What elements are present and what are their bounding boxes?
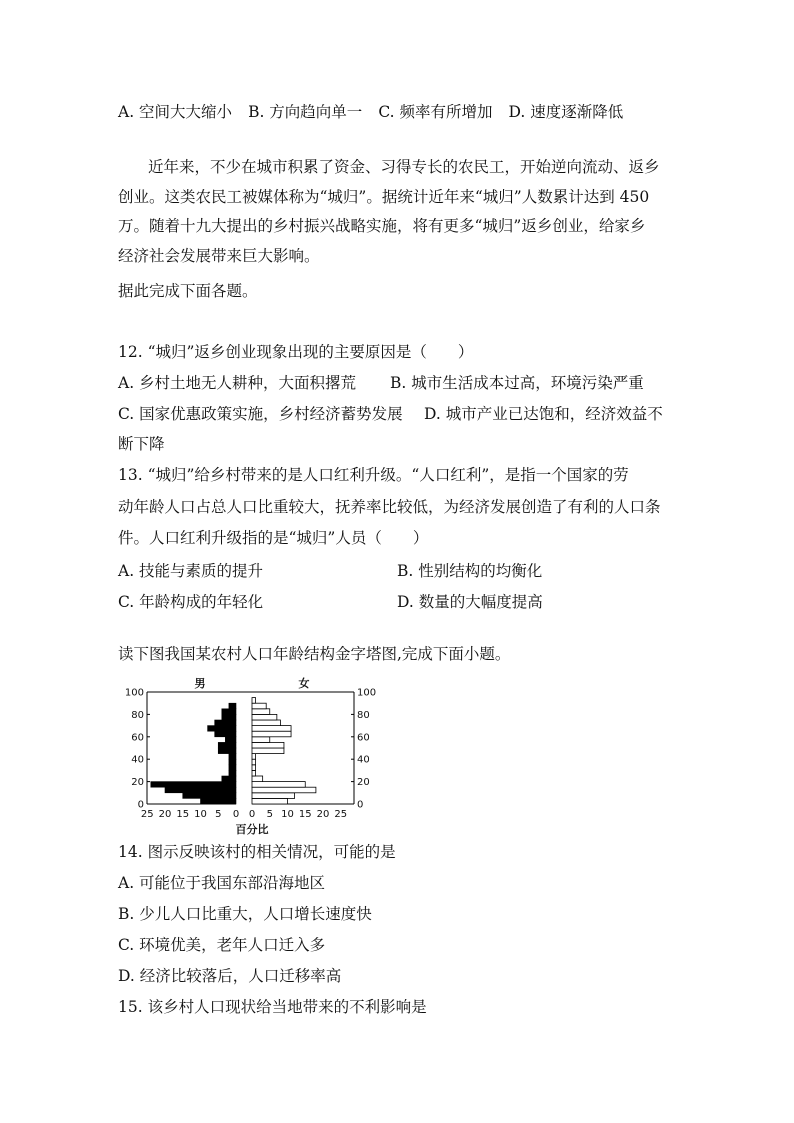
male-bar-85-90 — [229, 703, 236, 709]
male-bar-30-35 — [229, 765, 236, 771]
population-pyramid-chart — [122, 676, 382, 836]
male-x-tick-10: 10 — [194, 809, 207, 820]
male-bar-5-10 — [183, 793, 236, 799]
female-bar-60-65 — [252, 731, 291, 737]
male-x-tick-15: 15 — [176, 809, 190, 820]
male-bar-35-40 — [229, 759, 236, 765]
female-bar-40-45 — [252, 754, 256, 760]
previous-question-options — [118, 102, 623, 122]
male-bar-25-30 — [229, 770, 236, 776]
question-13-stem-3: 件。人口红利升级指的是“城归”人员（ ） — [118, 529, 429, 547]
question-14-option-b: B. 少儿人口比重大，人口增长速度快 — [118, 905, 372, 923]
question-13-option-a: A. 技能与素质的提升 — [118, 562, 264, 580]
option-b: B. 方向趋向单一 — [248, 103, 363, 121]
question-12-option-d-cont: 断下降 — [118, 435, 165, 453]
question-13-option-d: D. 数量的大幅度提高 — [397, 593, 543, 611]
question-12-option-d: D. 城市产业已达饱和，经济效益不 — [424, 405, 663, 423]
age-tick-left-100: 100 — [124, 687, 144, 699]
question-13-option-b: B. 性别结构的均衡化 — [397, 562, 543, 580]
male-bar-75-80 — [222, 714, 236, 720]
question-12-stem: 12. “城归”返乡创业现象出现的主要原因是（ ） — [118, 343, 474, 361]
female-bar-55-60 — [252, 737, 270, 743]
female-bar-90-95 — [252, 698, 256, 704]
male-bar-20-25 — [222, 776, 236, 782]
passage-line-2: 创业。这类农民工被媒体称为“城归”。据统计近年来“城归”人数累计达到 450 — [118, 188, 650, 206]
male-bar-15-20 — [151, 782, 236, 788]
question-12-option-b: B. 城市生活成本过高，环境污染严重 — [390, 374, 644, 392]
female-x-tick-10: 10 — [281, 809, 294, 820]
female-x-tick-5: 5 — [266, 809, 273, 820]
female-bar-5-10 — [252, 793, 295, 799]
age-tick-left-60: 60 — [131, 732, 144, 744]
age-tick-right-60: 60 — [357, 732, 370, 744]
figure-intro: 读下图我国某农村人口年龄结构金字塔图,完成下面小题。 — [118, 645, 511, 663]
female-bar-75-80 — [252, 714, 277, 720]
question-12-option-c: C. 国家优惠政策实施，乡村经济蓄势发展 — [118, 405, 403, 423]
male-bar-80-85 — [222, 709, 236, 715]
male-bar-65-70 — [208, 726, 236, 732]
question-14-option-c: C. 环境优美，老年人口迁入多 — [118, 936, 326, 954]
x-axis-title: 百分比 — [235, 823, 269, 836]
male-bar-45-50 — [218, 748, 236, 754]
question-13-stem-2: 动年龄人口占总人口比重较大，抚养率比较低，为经济发展创造了有利的人口条 — [118, 498, 661, 516]
option-c: C. 频率有所增加 — [378, 103, 493, 121]
question-15-stem: 15. 该乡村人口现状给当地带来的不利影响是 — [118, 998, 427, 1016]
question-14-option-d: D. 经济比较落后，人口迁移率高 — [118, 967, 342, 985]
female-bar-70-75 — [252, 720, 280, 726]
question-12-option-a: A. 乡村土地无人耕种，大面积撂荒 — [118, 374, 357, 392]
female-x-tick-15: 15 — [298, 809, 312, 820]
question-13-option-c: C. 年龄构成的年轻化 — [118, 593, 264, 611]
female-label: 女 — [298, 677, 310, 690]
age-tick-right-40: 40 — [357, 754, 370, 766]
female-bar-10-15 — [252, 787, 316, 793]
population-pyramid-svg — [122, 676, 382, 836]
male-bar-60-65 — [215, 731, 236, 737]
passage-line-1: 近年来，不少在城市积累了资金、习得专长的农民工，开始逆向流动、返乡 — [148, 158, 660, 176]
male-x-tick-25: 25 — [140, 809, 154, 820]
age-tick-left-80: 80 — [131, 709, 144, 721]
age-tick-left-0: 0 — [137, 799, 144, 811]
age-tick-right-100: 100 — [357, 687, 377, 699]
passage-instruction: 据此完成下面各题。 — [118, 282, 258, 300]
male-bar-10-15 — [165, 787, 236, 793]
female-bar-80-85 — [252, 709, 270, 715]
female-x-tick-0: 0 — [248, 809, 256, 820]
passage-line-4: 经济社会发展带来巨大影响。 — [118, 247, 320, 265]
female-bar-85-90 — [252, 703, 266, 709]
female-bar-30-35 — [252, 765, 256, 771]
female-bar-0-5 — [252, 798, 288, 804]
male-x-tick-5: 5 — [215, 809, 222, 820]
male-x-tick-20: 20 — [158, 809, 172, 820]
female-bar-65-70 — [252, 726, 291, 732]
male-bar-40-45 — [229, 754, 236, 760]
male-bar-70-75 — [215, 720, 236, 726]
question-13-stem-1: 13. “城归”给乡村带来的是人口红利升级。“人口红利”，是指一个国家的劳 — [118, 466, 629, 484]
question-14-option-a: A. 可能位于我国东部沿海地区 — [118, 874, 326, 892]
age-tick-right-0: 0 — [357, 799, 364, 811]
female-x-tick-20: 20 — [316, 809, 330, 820]
male-x-tick-0: 0 — [232, 809, 240, 820]
female-bar-45-50 — [252, 748, 284, 754]
option-a: A. 空间大大缩小 — [118, 103, 233, 121]
male-bar-50-55 — [218, 742, 236, 748]
age-tick-left-20: 20 — [131, 777, 144, 789]
female-x-tick-25: 25 — [334, 809, 348, 820]
female-bar-25-30 — [252, 770, 256, 776]
option-d: D. 速度逐渐降低 — [508, 103, 624, 121]
female-bar-35-40 — [252, 759, 256, 765]
female-bar-15-20 — [252, 782, 305, 788]
male-bar-55-60 — [225, 737, 236, 743]
passage-line-3: 万。随着十九大提出的乡村振兴战略实施，将有更多“城归”返乡创业，给家乡 — [118, 217, 646, 235]
male-label: 男 — [194, 677, 206, 690]
question-14-stem: 14. 图示反映该村的相关情况，可能的是 — [118, 843, 396, 861]
female-bar-50-55 — [252, 742, 284, 748]
female-bar-20-25 — [252, 776, 263, 782]
male-bar-0-5 — [201, 798, 237, 804]
age-tick-left-40: 40 — [131, 754, 144, 766]
age-tick-right-20: 20 — [357, 777, 370, 789]
age-tick-right-80: 80 — [357, 709, 370, 721]
